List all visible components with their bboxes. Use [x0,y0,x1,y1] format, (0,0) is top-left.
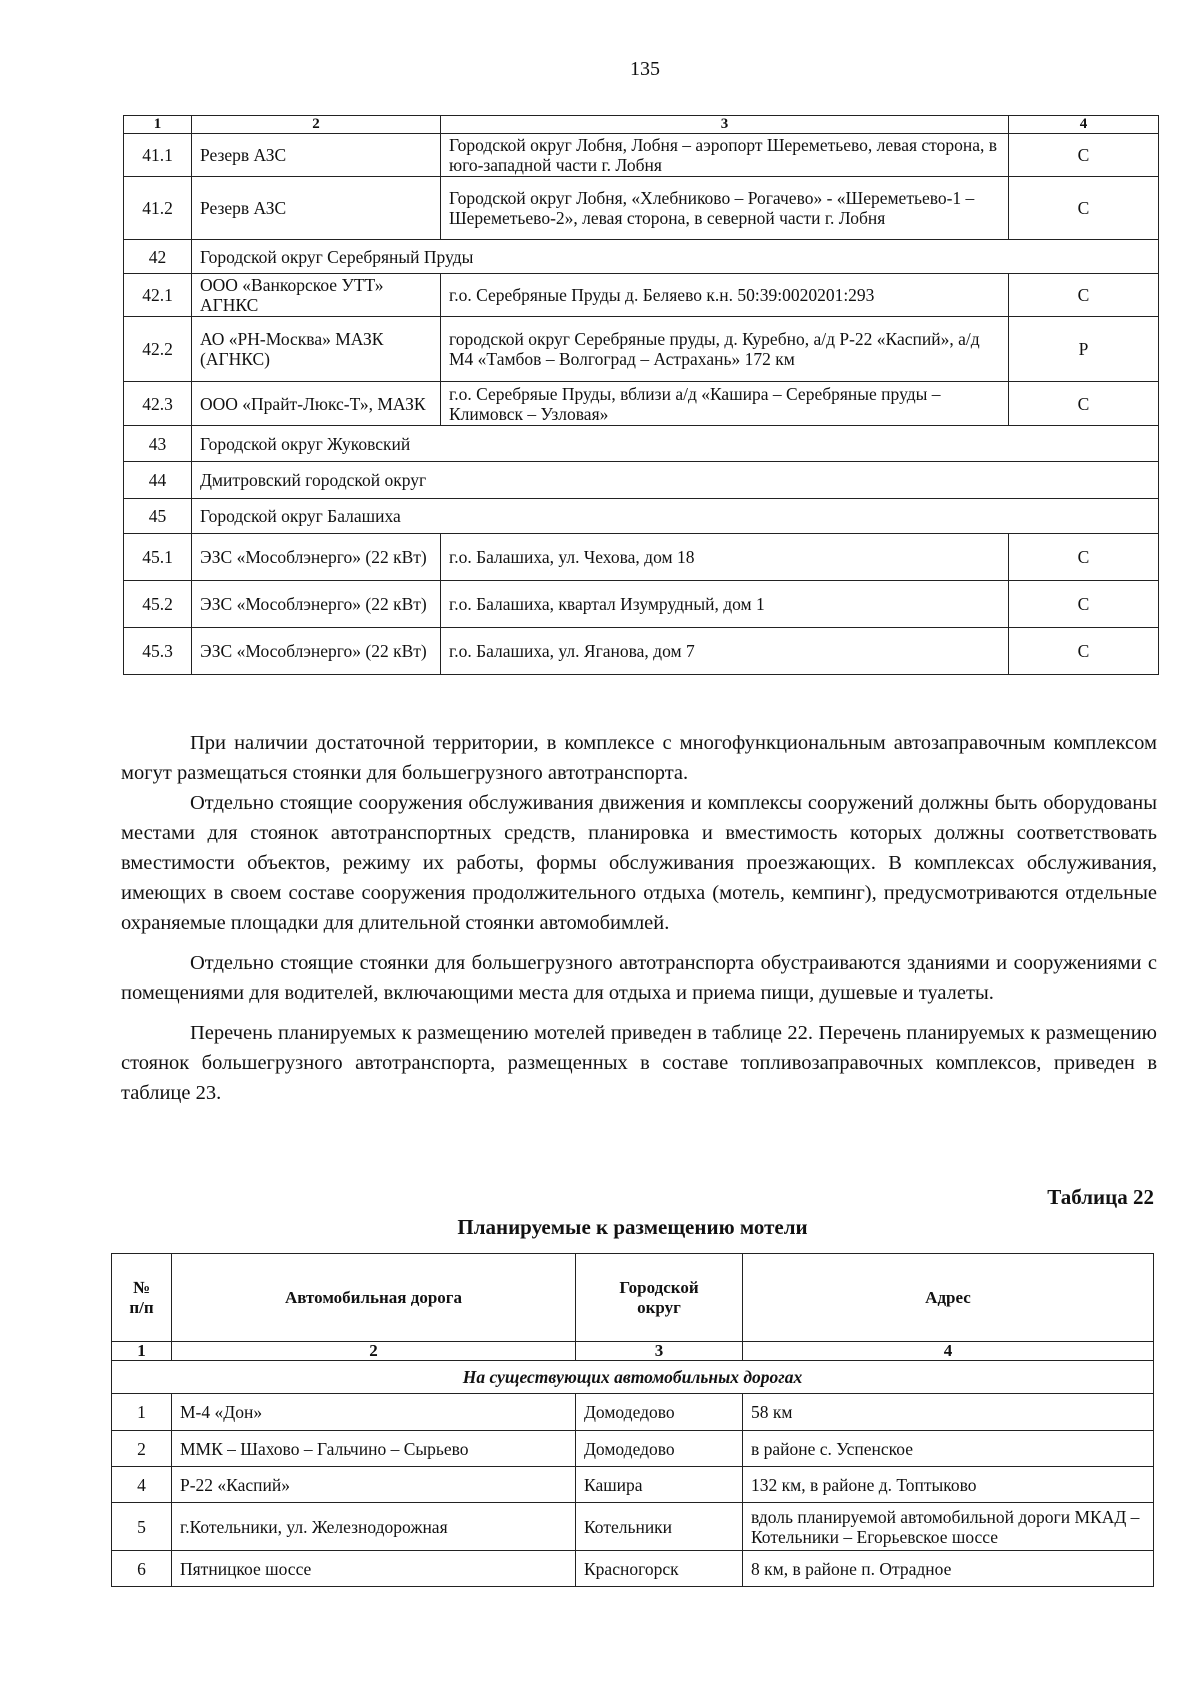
object-location: Городской округ Лобня, Лобня – аэропорт Шереметьево, левая сторона, в юго-западной части г. Лобня [441,134,1009,177]
header-district [576,1254,743,1342]
row-number: 6 [112,1551,172,1587]
object-location: г.о. Балашиха, ул. Чехова, дом 18 [441,534,1009,581]
table-row [124,581,1159,628]
group-title: Городской округ Жуковский [192,426,1159,462]
row-number: 45.1 [124,534,192,581]
address: вдоль планируемой автомобильной дороги МКАД – Котельники – Егорьевское шоссе [743,1503,1154,1551]
section-title: На существующих автомобильных дорогах [112,1361,1154,1394]
header-district-line1: Городской [619,1277,699,1297]
district-name: Красногорск [576,1551,743,1587]
object-status: С [1009,177,1159,240]
column-number: 3 [576,1342,743,1361]
header-district-line2: округ [637,1297,681,1317]
table-row [124,317,1159,382]
table-row [124,534,1159,581]
page-number: 135 [630,58,660,80]
road-name: г.Котельники, ул. Железнодорожная [172,1503,576,1551]
column-number: 1 [112,1342,172,1361]
row-number: 42.1 [124,274,192,317]
column-number: 2 [172,1342,576,1361]
object-status: С [1009,628,1159,675]
object-location: г.о. Балашиха, квартал Изумрудный, дом 1 [441,581,1009,628]
road-name: М-4 «Дон» [172,1394,576,1431]
object-location: г.о. Серебряые Пруды, вблизи а/д «Кашира – Серебряные пруды – Климовск – Узловая» [441,382,1009,426]
group-title: Городской округ Балашиха [192,499,1159,534]
object-status: С [1009,382,1159,426]
object-status: С [1009,274,1159,317]
address: 8 км, в районе п. Отрадное [743,1551,1154,1587]
header-number [112,1254,172,1342]
table-row [112,1467,1154,1503]
row-number: 45 [124,499,192,534]
header-number-line1: № [132,1277,151,1297]
row-number: 1 [112,1394,172,1431]
group-title: Городской округ Серебряный Пруды [192,240,1159,274]
table-header-row [124,116,1159,134]
table-row [124,274,1159,317]
address: 132 км, в районе д. Топтыково [743,1467,1154,1503]
header-address: Адрес [743,1254,1154,1342]
row-number: 45.3 [124,628,192,675]
road-name: Р-22 «Каспий» [172,1467,576,1503]
paragraph: Перечень планируемых к размещению мотелей приведен в таблице 22. Перечень планируемых к размещению стоянок большегрузного автотранспорта, размещенных в составе топливозаправочных комплексов, приведен в таблице 23. [121,1022,1157,1104]
column-number: 4 [743,1342,1154,1361]
row-number: 41.1 [124,134,192,177]
district-name: Кашира [576,1467,743,1503]
address: 58 км [743,1394,1154,1431]
road-name: ММК – Шахово – Гальчино – Сырьево [172,1431,576,1467]
address: в районе с. Успенское [743,1431,1154,1467]
table-row [124,134,1159,177]
table-row [112,1551,1154,1587]
object-status: С [1009,534,1159,581]
column-numbers-row [112,1342,1154,1361]
object-name: ЭЗС «Мособлэнерго» (22 кВт) [192,628,441,675]
group-row [124,426,1159,462]
row-number: 41.2 [124,177,192,240]
row-number: 42 [124,240,192,274]
road-name: Пятницкое шоссе [172,1551,576,1587]
district-name: Домодедово [576,1431,743,1467]
group-row [124,462,1159,499]
district-name: Домодедово [576,1394,743,1431]
table-row [124,628,1159,675]
object-location: городской округ Серебряные пруды, д. Куребно, а/д Р-22 «Каспий», а/д М4 «Тамбов – Волгоград – Астрахань» 172 км [441,317,1009,382]
table-row [112,1394,1154,1431]
column-number: 4 [1009,116,1159,134]
paragraph: Отдельно стоящие сооружения обслуживания движения и комплексы сооружений должны быть оборудованы местами для стоянок автотранспортных средств, планировка и вместимость которых должны соответствовать вместимости объектов, режиму их работы, формы обслуживания проезжающих. В комплексах обслуживания, имеющих в своем составе сооружения продолжительного отдыха (мотель, кемпинг), предусмотриваются отдельные охраняемые площадки для длительной стоянки автомобимлей. [121,792,1157,934]
object-status: С [1009,134,1159,177]
table-header-row [112,1254,1154,1342]
object-name: ООО «Ванкорское УТТ» АГНКС [192,274,441,317]
stations-table [123,115,1159,675]
column-number: 2 [192,116,441,134]
row-number: 44 [124,462,192,499]
table-caption: Таблица 22 [1047,1185,1154,1209]
table-row [112,1431,1154,1467]
object-name: Резерв АЗС [192,177,441,240]
row-number: 42.2 [124,317,192,382]
motels-table [111,1253,1154,1587]
object-status: С [1009,581,1159,628]
object-status: Р [1009,317,1159,382]
object-location: г.о. Серебряные Пруды д. Беляево к.н. 50:39:0020201:293 [441,274,1009,317]
header-road: Автомобильная дорога [172,1254,576,1342]
table-row [124,382,1159,426]
object-name: ЭЗС «Мособлэнерго» (22 кВт) [192,581,441,628]
object-location: Городской округ Лобня, «Хлебниково – Рогачево» - «Шереметьево-1 – Шереметьево-2», левая сторона, в северной части г. Лобня [441,177,1009,240]
row-number: 2 [112,1431,172,1467]
object-name: Резерв АЗС [192,134,441,177]
body-text [121,728,1157,1108]
object-name: ООО «Прайт-Люкс-Т», МАЗК [192,382,441,426]
group-row [124,240,1159,274]
row-number: 4 [112,1467,172,1503]
row-number: 45.2 [124,581,192,628]
column-number: 3 [441,116,1009,134]
paragraph: Отдельно стоящие стоянки для большегрузного автотранспорта обустраиваются зданиями и сооружениями с помещениями для водителей, включающими места для отдыха и приема пищи, душевые и туалеты. [121,952,1157,1004]
group-row [124,499,1159,534]
row-number: 42.3 [124,382,192,426]
table-row [124,177,1159,240]
object-location: г.о. Балашиха, ул. Яганова, дом 7 [441,628,1009,675]
district-name: Котельники [576,1503,743,1551]
row-number: 5 [112,1503,172,1551]
paragraph: При наличии достаточной территории, в комплексе с многофункциональным автозаправочным комплексом могут размещаться стоянки для большегрузного автотранспорта. [121,732,1157,784]
object-name: ЭЗС «Мособлэнерго» (22 кВт) [192,534,441,581]
header-number-line2: п/п [129,1297,154,1317]
object-name: АО «РН-Москва» МАЗК (АГНКС) [192,317,441,382]
row-number: 43 [124,426,192,462]
column-number: 1 [124,116,192,134]
table-title: Планируемые к размещению мотели [457,1215,808,1239]
group-title: Дмитровский городской округ [192,462,1159,499]
section-row [112,1361,1154,1394]
table-row [112,1503,1154,1551]
